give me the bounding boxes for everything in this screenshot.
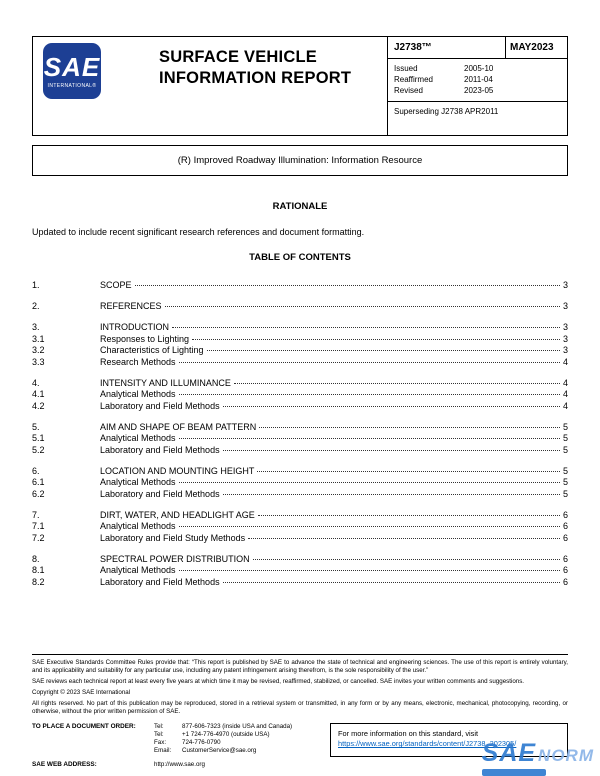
toc-entry-title: Analytical Methods (100, 389, 176, 399)
toc-entry-page: 3 (562, 280, 568, 290)
contact-value: 877-606-7323 (inside USA and Canada) (182, 723, 293, 731)
toc-group (32, 466, 568, 501)
history-row (394, 85, 561, 96)
web-address-section (32, 761, 568, 769)
superseding-note: Superseding J2738 APR2011 (394, 107, 499, 116)
toc-leader-dots (192, 339, 560, 340)
rights-notice: All rights reserved. No part of this publication may be reproduced, stored in a retrieval system or transmitted, in any form or by any means, electronic, mechanical, photocopying, recording, or otherwise, without the prior written permission of SAE. (32, 700, 568, 715)
report-type-cell (145, 37, 387, 135)
toc-entry (32, 280, 568, 292)
toc-entry-title: Research Methods (100, 356, 176, 367)
toc-entry-number: 4. (32, 377, 40, 388)
footer-divider (32, 654, 568, 655)
document-date: MAY2023 (505, 37, 567, 58)
toc-entry (32, 389, 568, 401)
watermark-norm-text: NORM (538, 746, 594, 765)
toc-entry-page: 4 (562, 389, 568, 399)
toc-group (32, 301, 568, 313)
toc-entry-number: 5.1 (32, 433, 45, 443)
toc-group (32, 554, 568, 589)
toc-entry (32, 477, 568, 489)
contact-key: Fax: (154, 739, 167, 747)
order-section (32, 723, 568, 757)
contact-line (154, 731, 330, 739)
toc-entry-title: Responses to Lighting (100, 333, 190, 344)
history-value: 2023-05 (464, 86, 494, 95)
toc-entry-number: 4.2 (32, 400, 45, 411)
toc-entry-page: 6 (562, 576, 568, 587)
revision-history (388, 59, 567, 102)
history-label: Reaffirmed (394, 75, 433, 84)
history-value: 2005-10 (464, 64, 494, 73)
customer-service-email[interactable]: CustomerService@sae.org (182, 747, 257, 755)
toc-leader-dots (179, 438, 560, 439)
toc-entry-page: 5 (562, 488, 568, 499)
toc-entry (32, 322, 568, 334)
toc-entry (32, 345, 568, 357)
toc-entry-page: 3 (562, 333, 568, 344)
toc-leader-dots (234, 383, 560, 384)
toc-entry-title: SCOPE (100, 280, 132, 290)
toc-entry-title: Characteristics of Lighting (100, 345, 204, 355)
toc-entry-number: 3.3 (32, 356, 45, 367)
toc-entry (32, 554, 568, 566)
toc-entry-title: INTENSITY AND ILLUMINANCE (100, 377, 231, 388)
contact-value: +1 724-776-4970 (outside USA) (182, 731, 270, 739)
toc-leader-dots (223, 582, 560, 583)
toc-entry (32, 565, 568, 577)
toc-entry (32, 466, 568, 478)
history-row (394, 63, 561, 74)
document-title: (R) Improved Roadway Illumination: Information Resource (32, 145, 568, 176)
toc-list (32, 280, 568, 588)
toc-entry-title: Analytical Methods (100, 565, 176, 575)
contact-key: Tel: (154, 723, 164, 731)
sae-logo (43, 43, 101, 99)
toc-group (32, 510, 568, 545)
toc-entry-number: 2. (32, 301, 40, 311)
toc-entry-page: 4 (562, 400, 568, 411)
watermark-bar (482, 769, 546, 776)
toc-entry-page: 6 (562, 521, 568, 531)
toc-entry (32, 577, 568, 589)
copyright-line: Copyright © 2023 SAE International (32, 689, 131, 697)
toc-leader-dots (172, 327, 560, 328)
toc-leader-dots (223, 406, 560, 407)
toc-entry-number: 4.1 (32, 389, 45, 399)
toc-group (32, 280, 568, 292)
document-header (32, 36, 568, 136)
toc-entry-title: Laboratory and Field Methods (100, 444, 220, 455)
toc-leader-dots (259, 427, 560, 428)
toc-group (32, 322, 568, 368)
logo-cell (33, 37, 145, 135)
contact-line (154, 723, 330, 731)
toc-entry-number: 8.2 (32, 576, 45, 587)
sae-logo-text: SAE (43, 51, 101, 82)
toc-entry-title: Analytical Methods (100, 477, 176, 487)
toc-entry-page: 4 (562, 356, 568, 367)
toc-entry (32, 301, 568, 313)
toc-leader-dots (179, 394, 560, 395)
history-label: Issued (394, 64, 418, 73)
contact-value: 724-776-0790 (182, 739, 221, 747)
history-label: Revised (394, 86, 423, 95)
report-type-title (159, 47, 387, 89)
toc-entry-number: 7.2 (32, 532, 45, 543)
toc-entry-number: 8. (32, 553, 40, 564)
contact-key: Email: (154, 747, 172, 755)
toc-leader-dots (179, 482, 560, 483)
document-meta-box (387, 37, 567, 135)
toc-entry-number: 3.1 (32, 333, 45, 344)
toc-entry-page: 5 (562, 465, 568, 476)
info-box-text: For more information on this standard, visit (338, 729, 479, 739)
toc-entry-page: 3 (562, 301, 568, 311)
toc-entry-page: 3 (562, 322, 568, 332)
toc-leader-dots (248, 538, 560, 539)
toc-entry-number: 3. (32, 322, 40, 332)
history-value: 2011-04 (464, 75, 493, 84)
toc-leader-dots (179, 570, 560, 571)
toc-entry-page: 5 (562, 421, 568, 432)
toc-heading: TABLE OF CONTENTS (249, 252, 351, 263)
toc-entry-number: 5.2 (32, 444, 45, 455)
toc-entry (32, 378, 568, 390)
rationale-heading: RATIONALE (272, 201, 328, 212)
toc-entry-title: REFERENCES (100, 301, 162, 311)
toc-entry-title: LOCATION AND MOUNTING HEIGHT (100, 465, 255, 476)
toc-entry (32, 401, 568, 413)
toc-leader-dots (223, 450, 560, 451)
toc-entry-title: AIM AND SHAPE OF BEAM PATTERN (100, 421, 257, 432)
order-label: TO PLACE A DOCUMENT ORDER: (32, 723, 136, 731)
toc-group (32, 422, 568, 457)
toc-entry-page: 5 (562, 433, 568, 443)
toc-entry-title: Analytical Methods (100, 433, 176, 443)
rationale-text: Updated to include recent significant research references and document formatting. (32, 227, 365, 237)
toc-entry-title: Analytical Methods (100, 521, 176, 531)
toc-entry (32, 334, 568, 346)
sae-web-url[interactable]: http://www.sae.org (154, 761, 205, 769)
toc-entry-number: 7.1 (32, 521, 45, 531)
toc-entry-number: 6. (32, 465, 40, 476)
standard-url-link[interactable]: https://www.sae.org/standards/content/J2738_202305/ (338, 739, 517, 749)
toc-entry-title: Laboratory and Field Methods (100, 400, 220, 411)
toc-entry-number: 3.2 (32, 345, 45, 355)
toc-entry (32, 422, 568, 434)
web-address-label: SAE WEB ADDRESS: (32, 761, 97, 769)
toc-entry-title: SPECTRAL POWER DISTRIBUTION (100, 553, 250, 564)
toc-leader-dots (257, 471, 560, 472)
toc-leader-dots (223, 494, 560, 495)
toc-entry-number: 1. (32, 280, 40, 290)
contact-line (154, 739, 330, 747)
toc-entry-number: 5. (32, 421, 40, 432)
page-footer (32, 654, 568, 769)
toc-entry-page: 3 (562, 345, 568, 355)
legal-notice-2: SAE reviews each technical report at least every five years at which time it may be revised, reaffirmed, stabilized, or cancelled. SAE invites your written comments and suggestions. (32, 678, 525, 686)
toc-entry-title: Laboratory and Field Methods (100, 576, 220, 587)
legal-notice-1: SAE Executive Standards Committee Rules provide that: “This report is published by SAE to advance the state of technical and engineering sciences. The use of this report is entirely voluntary, and its applicability and suitability for any particular use, including any patent infringement arising therefrom, is the sole responsibility of the user.” (32, 659, 568, 674)
toc-entry-title: Laboratory and Field Methods (100, 488, 220, 499)
toc-entry (32, 489, 568, 501)
toc-group (32, 378, 568, 413)
toc-entry (32, 510, 568, 522)
contact-key: Tel: (154, 731, 164, 739)
sae-logo-subtext: INTERNATIONAL® (47, 82, 97, 89)
toc-entry (32, 433, 568, 445)
toc-leader-dots (135, 285, 560, 286)
toc-entry-title: Laboratory and Field Study Methods (100, 532, 246, 543)
toc-entry-title: DIRT, WATER, AND HEADLIGHT AGE (100, 509, 255, 520)
toc-leader-dots (179, 526, 560, 527)
toc-leader-dots (258, 515, 560, 516)
toc-leader-dots (207, 350, 560, 351)
report-type-line1: SURFACE VEHICLE (159, 48, 317, 66)
toc-leader-dots (179, 362, 560, 363)
contact-line (154, 747, 330, 755)
history-row (394, 74, 561, 85)
toc-entry-page: 6 (562, 553, 568, 564)
order-contact-lines (154, 723, 330, 755)
toc-entry-page: 4 (562, 377, 568, 388)
toc-entry-number: 6.1 (32, 477, 45, 487)
document-number: J2738™ (394, 42, 432, 53)
toc-entry-page: 6 (562, 532, 568, 543)
toc-entry (32, 521, 568, 533)
toc-entry (32, 357, 568, 369)
report-type-line2: INFORMATION REPORT (159, 69, 352, 87)
toc-entry (32, 533, 568, 545)
standard-info-box (330, 723, 568, 757)
toc-entry-page: 6 (562, 509, 568, 520)
toc-entry-number: 8.1 (32, 565, 45, 575)
toc-entry-page: 5 (562, 444, 568, 455)
toc-entry-page: 6 (562, 565, 568, 575)
toc-entry-number: 6.2 (32, 488, 45, 499)
toc-leader-dots (253, 559, 560, 560)
toc-entry-number: 7. (32, 509, 40, 520)
toc-entry-title: INTRODUCTION (100, 322, 169, 332)
document-number-row (388, 37, 567, 59)
watermark-sae-text: SAE (481, 739, 537, 767)
toc-entry (32, 445, 568, 457)
toc-entry-page: 5 (562, 477, 568, 487)
toc-leader-dots (165, 306, 560, 307)
